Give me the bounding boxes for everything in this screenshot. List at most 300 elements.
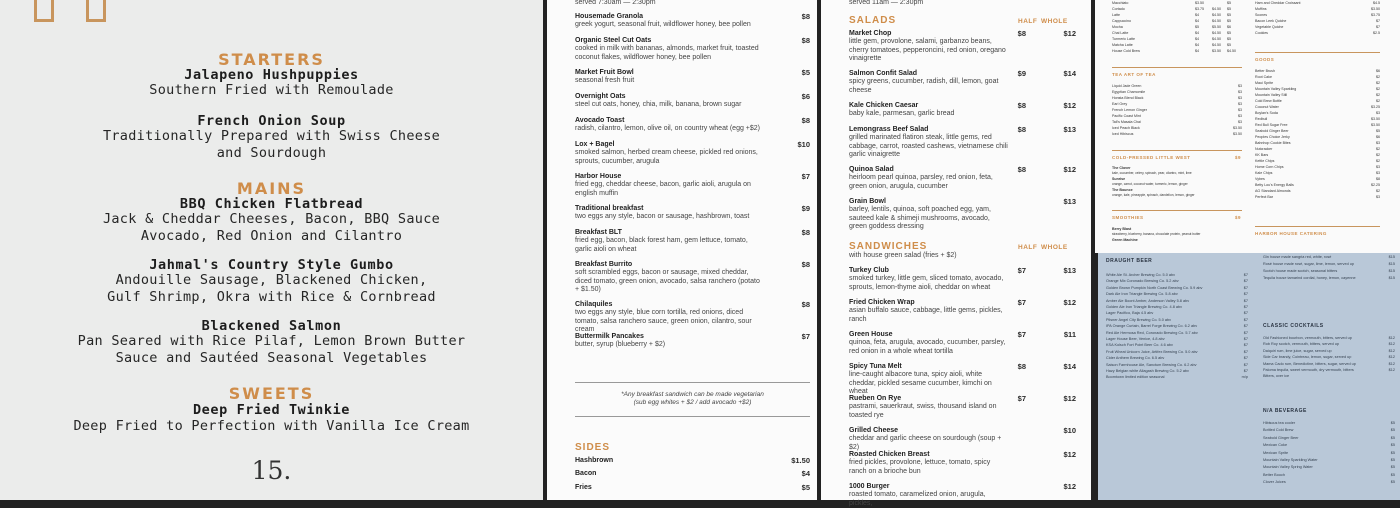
beer-item (1106, 355, 1248, 361)
na-beverage-item (1263, 472, 1395, 478)
goods-item (1255, 141, 1380, 146)
smoothie-name: Green Machine (1112, 238, 1138, 242)
item-description: heirloom pearl quinoa, parsley, red onion, feta, green onion, arugula, cucumber (849, 174, 993, 190)
item-description: little gem, provolone, salami, garbanzo beans, cherry tomatoes, pepperoncini, red onion, oregano vinaigrette (849, 38, 1006, 63)
item-name: Kale Chicken Caesar (849, 102, 919, 109)
item-name: Macchiato (1112, 1, 1129, 5)
item-name: Nutcracker (1255, 147, 1273, 151)
sweets-header: SWEETS (228, 384, 315, 403)
item-description: cheddar and garlic cheese on sourdough (soup + $2) (849, 435, 1002, 451)
size-price: $4 (1195, 31, 1199, 35)
item-name: Chai Latte (1112, 31, 1129, 35)
divider (1112, 210, 1242, 211)
item-price: $15 (1388, 262, 1395, 266)
item-name: Kettle Chips (1255, 159, 1275, 163)
item-name: Iced Peach Black (1112, 126, 1140, 130)
goods-item (1255, 93, 1380, 98)
goods-item (1255, 123, 1380, 128)
item-description: smoked turkey, little gem, sliced tomato, avocado, sprouts, lemon-thyme aioli, cheddar on wheat (849, 275, 1004, 291)
na-beverage-item (1263, 442, 1395, 448)
item-price: $2.5 (1373, 31, 1380, 35)
beer-item (1106, 368, 1248, 374)
whole-label: WHOLE (1041, 244, 1068, 251)
item-name: Breakfast Burrito (575, 261, 633, 268)
size-price: $4.50 (1227, 49, 1236, 53)
item-price: $4 (801, 469, 810, 478)
coffee-item (1112, 25, 1232, 30)
dish-name: Jalapeno Hushpuppies (184, 67, 359, 83)
juice-description: orange, carrot, coconut water, turmeric, lemon, ginger (1112, 182, 1188, 186)
item-name: Redbull (1255, 117, 1268, 121)
item-name: Cold Brew Bottle (1255, 99, 1282, 103)
smoothies-header: SMOOTHIES (1112, 215, 1144, 220)
na-beverage-item (1263, 450, 1395, 456)
item-price: $4.5 (1373, 1, 1380, 5)
item-price: $7 (1376, 25, 1380, 29)
size-price: $5.50 (1212, 25, 1221, 29)
goods-item (1255, 189, 1380, 194)
item-price: $2.25 (1371, 183, 1380, 187)
item-price: $7 (1243, 317, 1248, 322)
menu-item (849, 102, 1084, 119)
item-price: $3.75 (1371, 13, 1380, 17)
menu-item (575, 261, 810, 295)
half-price: $7 (1017, 394, 1026, 403)
sandwiches-subtitle: with house green salad (fries + $2) (849, 252, 957, 259)
divider (575, 382, 810, 383)
na-beverage-item (1263, 457, 1395, 463)
beer-item (1106, 317, 1248, 323)
whole-price: $11 (1063, 330, 1076, 339)
item-price: $5 (1390, 472, 1395, 477)
decorative-bracket (86, 0, 106, 22)
half-label: HALF (1018, 244, 1038, 251)
drinks-menu-page (1095, 0, 1400, 253)
item-name: Dark Ale Iron Triangle Brewing Co. 5.8 abv (1106, 292, 1178, 297)
size-price: $4 (1195, 43, 1199, 47)
item-name: Perfect Bar (1255, 195, 1273, 199)
item-price: $10 (797, 140, 810, 149)
item-price: $2 (1376, 159, 1380, 163)
item-name: Golden Brown Pumpkin North Coast Brewing Co. 5.9 abv (1106, 285, 1203, 290)
item-description: seasonal fresh fruit (575, 77, 635, 85)
goods-item (1255, 81, 1380, 86)
beer-item (1106, 310, 1248, 316)
item-name: Mocha (1112, 25, 1123, 29)
item-price: $15 (1388, 255, 1395, 259)
menu-item (849, 451, 1084, 476)
item-price: $12 (1388, 342, 1395, 347)
item-name: Cider Anthem Brewing Co. 6.5 abv (1106, 356, 1165, 361)
item-price: $9 (801, 204, 810, 213)
item-name: Fried Chicken Wrap (849, 299, 915, 306)
size-price: $3.50 (1195, 1, 1204, 5)
item-name: IPA Orange Curtain, Barrel Forge Brewing Co. 6.2 abv (1106, 324, 1198, 329)
item-name: KSA Kolsch Fort Point Beer Co. 4.6 abv (1106, 343, 1173, 348)
item-price: $3.50 (1233, 132, 1242, 136)
whole-price: $14 (1063, 362, 1076, 371)
beer-item (1106, 336, 1248, 342)
item-name: Saison Farmhouse Ale, Sanctum Brewing Co. 6.2 abv (1106, 362, 1197, 367)
menu-item (575, 205, 810, 222)
whole-price: $14 (1063, 69, 1076, 78)
juice-name: The Clover (1112, 166, 1131, 170)
item-description: line-caught albacore tuna, spicy aioli, white cheddar, pickled sesame cucumber, kimchi on wheat (849, 371, 992, 396)
vegetarian-note: *Any breakfast sandwich can be made vegetarian (sub egg whites + $2 / add avocado +$2) (621, 391, 764, 406)
tea-header: TEA ART OF TEA (1112, 72, 1156, 77)
item-name: Lager Pacifico, Baja 4.5 abv (1106, 311, 1154, 316)
size-price: $5 (1227, 13, 1231, 17)
whole-price: $12 (1063, 165, 1076, 174)
item-name: Liquid Jade Green (1112, 84, 1142, 88)
item-name: Vegetable Quiche (1255, 25, 1284, 29)
item-name: Golden Ale Iron Triangle Brewing Co. 4.8 abv (1106, 305, 1182, 309)
menu-item (575, 37, 810, 62)
goods-item (1255, 117, 1380, 122)
beer-item (1106, 349, 1248, 355)
bakery-item (1255, 7, 1380, 12)
dish-description: Deep Fried to Perfection with Vanilla Ice Cream (73, 418, 470, 434)
item-name: Pacific Coast Mint (1112, 114, 1141, 118)
item-name: AG Standard Almonds (1255, 189, 1291, 193)
item-price: $15 (1388, 276, 1395, 280)
bakery-item (1255, 13, 1380, 18)
na-beverage-header: N/A BEVERAGE (1263, 408, 1307, 414)
item-name: Grain Bowl (849, 198, 886, 205)
half-price: $7 (1017, 298, 1026, 307)
item-price: $3.50 (1371, 7, 1380, 11)
item-name: Salmon Confit Salad (849, 70, 918, 77)
item-name: Rosé house made rosé, sugar, lime, lemon, served up (1263, 262, 1354, 266)
size-price: $4 (1195, 13, 1199, 17)
item-name: Mountain Valley Sparkling Water (1263, 458, 1318, 462)
item-price: $8 (801, 36, 810, 45)
salads-header: SALADS (849, 15, 897, 26)
item-price: $7 (1243, 311, 1248, 316)
whole-price: $12 (1063, 101, 1076, 110)
goods-item (1255, 111, 1380, 116)
divider (1112, 150, 1242, 151)
item-price: $12 (1388, 336, 1395, 340)
side-item (575, 470, 810, 478)
beer-item (1106, 323, 1248, 329)
breakfast-menu-page (547, 0, 817, 500)
goods-item (1255, 99, 1380, 104)
item-name: Mama Cado rum, Benedictine, bitters, sugar, served up (1263, 361, 1356, 366)
item-name: White Ale St. Archer Brewing Co. 5.0 abv (1106, 273, 1176, 277)
item-name: Tequila house tamarind cordial, honey, lemon, cayenne (1263, 276, 1356, 280)
item-price: $8 (801, 116, 810, 125)
menu-item (575, 173, 810, 198)
item-name: Quinoa Salad (849, 166, 894, 173)
bar-menu-board (1098, 253, 1400, 500)
divider (1255, 52, 1380, 53)
juice-description: orange, kale, pineapple, spinach, dandelion, lemon, ginger (1112, 193, 1195, 197)
item-price: $7 (1243, 292, 1248, 297)
mains-header: MAINS (236, 179, 307, 198)
smoothie-name: Berry Blast (1112, 227, 1132, 231)
item-name: Seabold Ginger Beer (1263, 435, 1299, 440)
item-price: $3 (1238, 90, 1242, 94)
item-name: Lager House Beer, Venice, 4.8 abv (1106, 337, 1165, 341)
item-name: Lox + Bagel (575, 141, 615, 148)
goods-item (1255, 135, 1380, 140)
whole-price: $13 (1063, 125, 1076, 134)
item-name: Gin house made sangria red, white, rosé (1263, 255, 1332, 259)
tea-item (1112, 120, 1242, 125)
half-price: $9 (1017, 69, 1026, 78)
goods-item (1255, 105, 1380, 110)
beer-item (1106, 342, 1248, 348)
item-name: Mountain Valley Sparkling (1255, 87, 1297, 91)
item-name: Organic Steel Cut Oats (575, 37, 652, 44)
divider (575, 416, 810, 417)
menu-item (849, 166, 1084, 191)
size-price: $5 (1227, 7, 1231, 11)
item-description: two eggs any style, blue corn tortilla, red onions, diced tomato, salsa ranchero sauce, green onion, cilantro, sour cream (575, 309, 752, 334)
half-price: $7 (1017, 266, 1026, 275)
menu-item (849, 427, 1084, 452)
item-price: $7 (1243, 324, 1248, 329)
item-price: $3 (1376, 165, 1380, 169)
item-name: Seabold Ginger Beer (1255, 129, 1289, 133)
dish-name: French Onion Soup (197, 113, 346, 129)
sides-header: SIDES (575, 442, 611, 453)
size-price: $5 (1227, 19, 1231, 23)
item-name: Grilled Cheese (849, 427, 899, 434)
item-price: $5 (1390, 480, 1395, 485)
side-item (575, 457, 810, 465)
item-name: Scones (1255, 13, 1267, 17)
item-name: Orange Mix Coronado Brewing Co. 5.2 abv (1106, 279, 1179, 284)
beer-item (1106, 298, 1248, 304)
item-name: Hazy Belgian white Allagash Brewing Co. 5.2 abv (1106, 369, 1189, 373)
starters-header: STARTERS (218, 50, 325, 69)
coffee-item (1112, 19, 1232, 24)
item-price: $3 (1238, 120, 1242, 124)
bakery-item (1255, 31, 1380, 36)
half-price: $8 (1017, 362, 1026, 371)
item-name: Hashbrown (575, 457, 614, 464)
item-name: Housemade Granola (575, 13, 644, 20)
item-name: Mexican Coke (1263, 443, 1288, 448)
item-price: $7 (1243, 369, 1248, 373)
tea-item (1112, 102, 1242, 107)
item-price: $3 (1376, 141, 1380, 145)
beer-item (1106, 272, 1248, 278)
item-price: $3 (1238, 108, 1242, 112)
half-label: HALF (1018, 18, 1038, 25)
whole-price: $12 (1063, 298, 1076, 307)
item-price: $8 (801, 300, 810, 309)
menu-item (575, 93, 810, 110)
item-price: $8 (1376, 177, 1380, 181)
item-name: Boylan's Soda (1255, 111, 1278, 115)
goods-header: GOODS (1255, 57, 1275, 62)
coffee-item (1112, 37, 1232, 42)
dish-description: Andouille Sausage, Blackened Chicken, Gulf Shrimp, Okra with Rice & Cornbread (107, 272, 436, 305)
item-name: Buttermilk Pancakes (575, 333, 644, 340)
goods-item (1255, 195, 1380, 200)
goods-item (1255, 171, 1380, 176)
goods-item (1255, 183, 1380, 188)
item-name: Roasted Chicken Breast (849, 451, 930, 458)
item-name: Better Brush (1255, 69, 1275, 73)
size-price: $4.50 (1212, 19, 1221, 23)
item-price: $2 (1376, 81, 1380, 85)
cocktail-item (1263, 367, 1395, 373)
dish-name: BBQ Chicken Flatbread (179, 196, 364, 212)
beer-item (1106, 330, 1248, 336)
coffee-item (1112, 43, 1232, 48)
dish-name: Blackened Salmon (201, 318, 342, 334)
goods-item (1255, 165, 1380, 170)
bakery-item (1255, 19, 1380, 24)
item-name: Cookies (1255, 31, 1268, 35)
item-price: $7 (801, 172, 810, 181)
coffee-item (1112, 31, 1232, 36)
size-price: $6 (1227, 25, 1231, 29)
tea-item (1112, 126, 1242, 131)
item-price: $7 (1243, 337, 1248, 341)
item-price: $6 (801, 92, 810, 101)
side-item (575, 484, 810, 492)
na-beverage-item (1263, 479, 1395, 485)
item-price: $5 (1390, 458, 1395, 462)
item-description: fried pickles, provolone, lettuce, tomato, spicy ranch on a brioche bun (849, 459, 991, 475)
size-price: $5 (1227, 43, 1231, 47)
item-name: Paloma tequila, sweet vermouth, dry vermouth, bitters (1263, 368, 1354, 372)
item-price: $7 (801, 332, 810, 341)
size-price: $4.50 (1212, 37, 1221, 41)
cocktails-header: CLASSIC COCKTAILS (1263, 323, 1324, 329)
menu-item (849, 363, 1084, 397)
cocktail-item (1263, 373, 1395, 379)
item-name: House Cold Brew (1112, 49, 1140, 53)
item-price: $3 (1376, 171, 1380, 175)
item-description: roasted tomato, caramelized onion, arugula, pickles, (849, 491, 986, 507)
tea-item (1112, 90, 1242, 95)
lunch-menu-page (821, 0, 1091, 507)
cocktail-item (1263, 335, 1395, 341)
tea-item (1112, 132, 1242, 137)
specials-menu-board (0, 0, 543, 500)
goods-item (1255, 129, 1380, 134)
item-price: $7 (1243, 362, 1248, 367)
item-name: Bitters, over ice (1263, 374, 1290, 379)
item-name: Fruit Wheat Unicorn Juice, Artifex Brewing Co. 5.0 abv (1106, 349, 1198, 354)
item-name: Root Cake (1255, 75, 1272, 79)
item-name: Cortado (1112, 7, 1125, 11)
item-name: Avocado Toast (575, 117, 625, 124)
size-price: $4 (1195, 19, 1199, 23)
item-name: Red Bull Sugar Free (1255, 123, 1288, 127)
item-name: Matcha Latte (1112, 43, 1133, 47)
item-name: Traditional breakfast (575, 205, 644, 212)
item-price: $3 (1238, 84, 1242, 88)
menu-item (575, 301, 810, 335)
whole-price: $13 (1063, 266, 1076, 275)
item-price: $3 (1376, 195, 1380, 199)
item-price: $2 (1376, 87, 1380, 91)
item-name: Mexican Sprite (1263, 450, 1289, 455)
dish-description: Southern Fried with Remoulade (149, 82, 394, 98)
divider (1255, 226, 1380, 227)
item-name: Better Booch (1263, 472, 1285, 477)
coffee-item (1112, 7, 1232, 12)
item-name: Clover Juices (1263, 480, 1286, 485)
menu-item (849, 483, 1084, 508)
half-price: $8 (1017, 165, 1026, 174)
item-price: $7 (1243, 285, 1248, 290)
item-name: Ham and Cheddar Croissant (1255, 1, 1301, 5)
size-price: $5 (1227, 1, 1231, 5)
item-name: Green House (849, 331, 893, 338)
whole-label: WHOLE (1041, 18, 1068, 25)
tea-item (1112, 108, 1242, 113)
item-name: Harbor House (575, 173, 622, 180)
item-description: fried egg, cheddar cheese, bacon, garlic aioli, arugula on english muffin (575, 181, 751, 197)
item-name: Maui Sprite (1255, 81, 1274, 85)
beer-item (1106, 291, 1248, 297)
item-name: Mountain Valley Still (1255, 93, 1288, 97)
item-name: Amber Ale Boont Amber, Anderson Valley 5.8 abv (1106, 298, 1190, 303)
coffee-item (1112, 1, 1232, 6)
item-name: Scotch house made scotch, seasonal bitters (1263, 269, 1338, 273)
half-price: $7 (1017, 330, 1026, 339)
cocktail-item (1263, 348, 1395, 354)
item-price: $3.50 (1371, 123, 1380, 127)
item-name: KK Bars (1255, 153, 1269, 157)
bakery-item (1255, 1, 1380, 6)
item-description: smoked salmon, herbed cream cheese, pickled red onions, sprouts, cucumber, arugula (575, 149, 758, 165)
whole-price: $12 (1063, 29, 1076, 38)
item-name: Betty Lou's Energy Balls (1255, 183, 1294, 187)
item-description: pastrami, sauerkraut, swiss, thousand island on toasted rye (849, 403, 997, 419)
item-price: $5 (1390, 428, 1395, 433)
item-name: Bahnhop Cookie Bites (1255, 141, 1291, 145)
half-price: $8 (1017, 101, 1026, 110)
item-price: $7 (1243, 349, 1248, 354)
goods-item (1255, 75, 1380, 80)
item-name: Turkey Club (849, 267, 889, 274)
item-name: Muffins (1255, 7, 1267, 11)
menu-item (575, 117, 810, 134)
beer-item (1106, 374, 1248, 380)
item-name: Tali's Masala Chai (1112, 120, 1141, 124)
item-price: $3.50 (1233, 126, 1242, 130)
item-name: Market Fruit Bowl (575, 69, 634, 76)
beer-item (1106, 278, 1248, 284)
item-name: Vybes (1255, 177, 1265, 181)
item-price: m/p (1241, 375, 1248, 380)
catering-header: HARBOR HOUSE CATERING (1255, 231, 1327, 236)
goods-item (1255, 177, 1380, 182)
item-price: $7 (1243, 298, 1248, 303)
item-price: $7 (1243, 330, 1248, 335)
dish-description: Traditionally Prepared with Swiss Cheese and Sourdough (102, 128, 441, 161)
cold-pressed-price: $9 (1235, 155, 1242, 160)
whole-price: $12 (1063, 394, 1076, 403)
item-name: Coconut Water (1255, 105, 1279, 109)
item-price: $8 (801, 228, 810, 237)
item-name: Overnight Oats (575, 93, 626, 100)
size-price: $5 (1227, 31, 1231, 35)
tea-item (1112, 114, 1242, 119)
wine-item (1263, 275, 1395, 281)
na-beverage-item (1263, 435, 1395, 441)
size-price: $5 (1227, 37, 1231, 41)
